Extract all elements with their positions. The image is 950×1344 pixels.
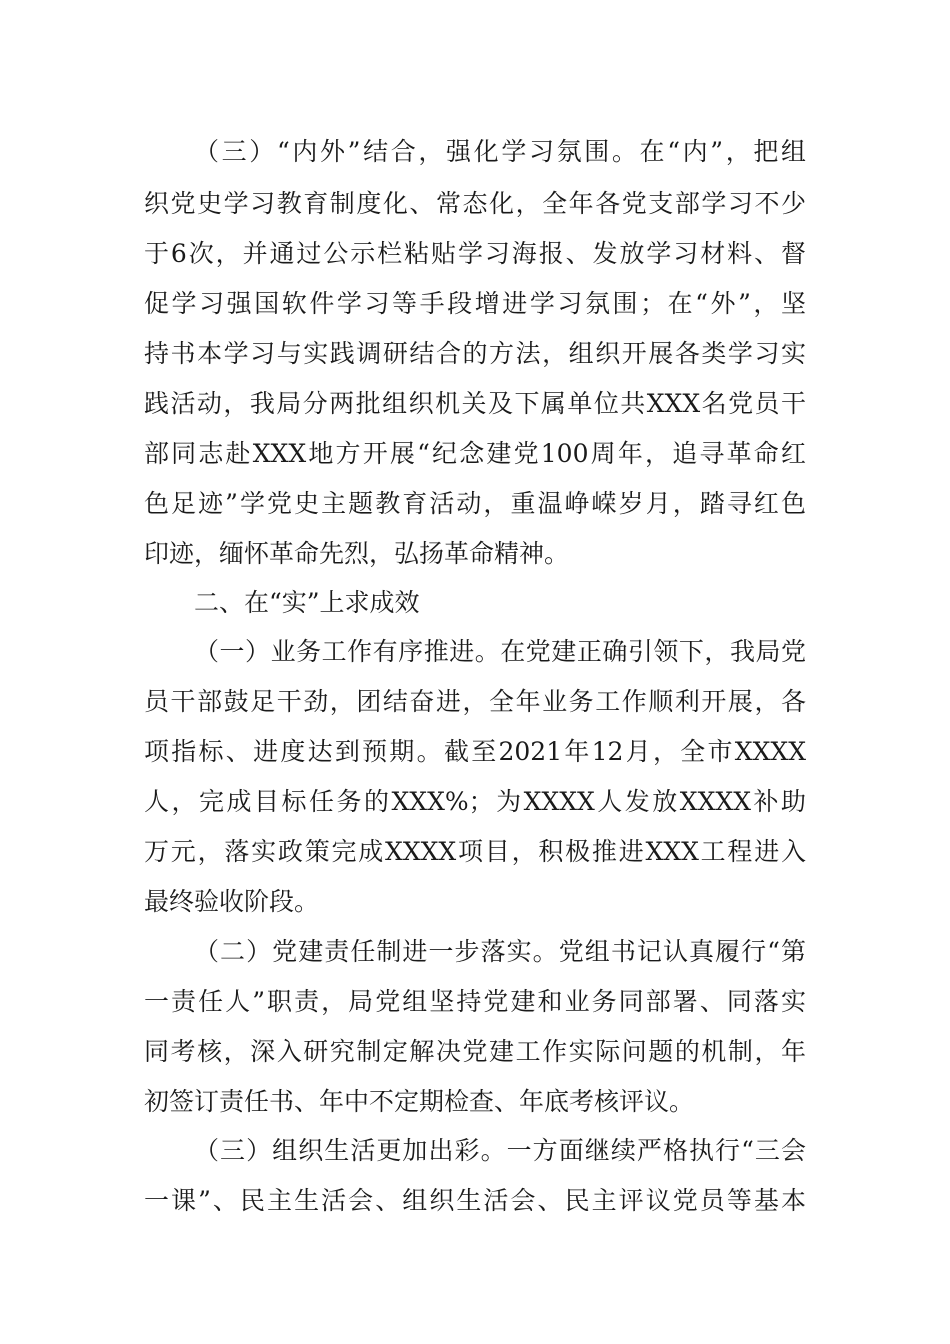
paragraph-line: 员干部鼓足干劲，团结奋进，全年业务工作顺利开展，各 [144,687,806,716]
paragraph-line: 最终验收阶段。 [144,887,320,916]
paragraph-line: 践活动，我局分两批组织机关及下属单位共XXX名党员干 [144,389,806,418]
paragraph-line: 于6次，并通过公示栏粘贴学习海报、发放学习材料、督 [144,239,806,268]
paragraph-line: 人，完成目标任务的XXX%；为XXXX人发放XXXX补助 [144,787,806,816]
section-heading: 二、在“实”上求成效 [194,588,420,617]
paragraph-line: 部同志赴XXX地方开展“纪念建党100周年，追寻革命红 [144,439,806,468]
paragraph-line: 促学习强国软件学习等手段增进学习氛围；在“外”，坚 [144,289,806,318]
paragraph-line: （一）业务工作有序推进。在党建正确引领下，我局党 [194,637,806,666]
paragraph-line: 持书本学习与实践调研结合的方法，组织开展各类学习实 [144,339,806,368]
paragraph-line: （二）党建责任制进一步落实。党组书记认真履行“第 [194,937,806,966]
paragraph-line: 万元，落实政策完成XXXX项目，积极推进XXX工程进入 [144,837,806,866]
paragraph-line: 项指标、进度达到预期。截至2021年12月，全市XXXX [144,737,806,766]
paragraph-line: 初签订责任书、年中不定期检查、年底考核评议。 [144,1087,695,1116]
paragraph-line: （三）组织生活更加出彩。一方面继续严格执行“三会 [194,1136,806,1165]
paragraph-line: 一课”、民主生活会、组织生活会、民主评议党员等基本 [144,1186,806,1215]
paragraph-line: 一责任人”职责，局党组坚持党建和业务同部署、同落实 [144,987,806,1016]
paragraph-line: 同考核，深入研究制定解决党建工作实际问题的机制，年 [144,1037,806,1066]
paragraph-line: 织党史学习教育制度化、常态化，全年各党支部学习不少 [144,189,806,218]
paragraph-line: 印迹，缅怀革命先烈，弘扬革命精神。 [144,539,570,568]
paragraph-line: （三）“内外”结合，强化学习氛围。在“内”，把组 [194,137,806,166]
paragraph-line: 色足迹”学党史主题教育活动，重温峥嵘岁月，踏寻红色 [144,489,806,518]
